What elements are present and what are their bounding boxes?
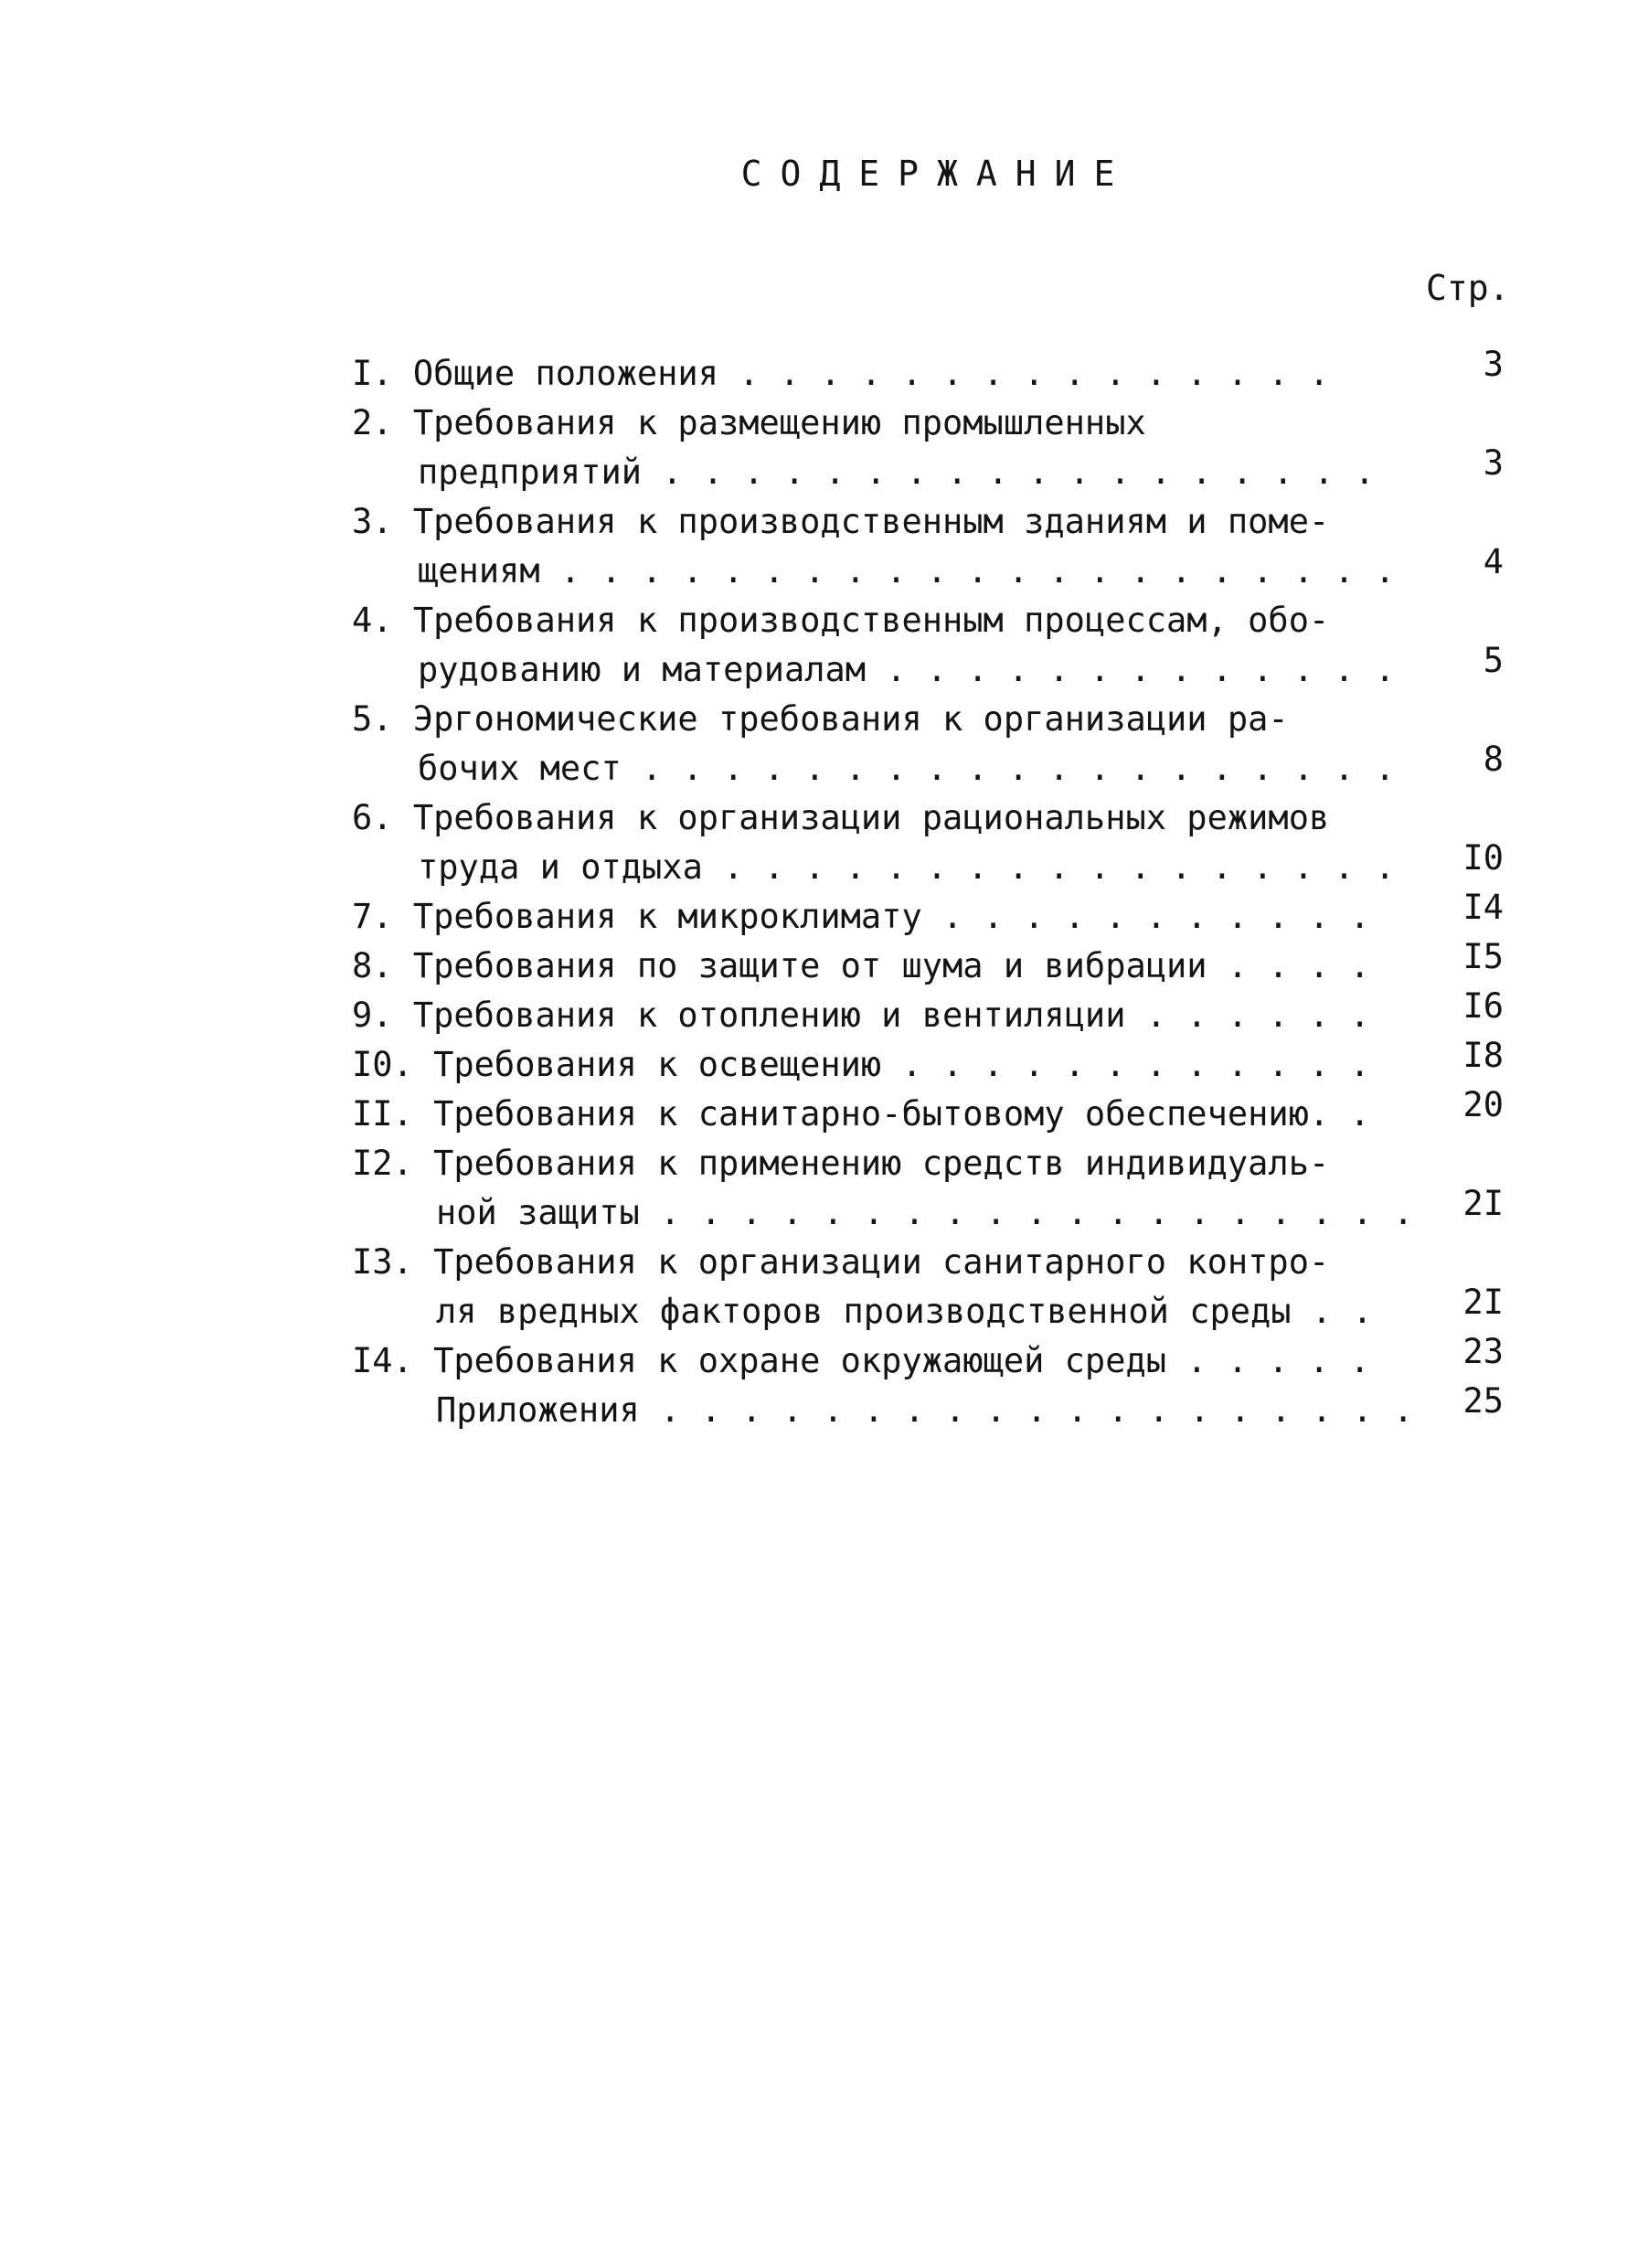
toc-entry-text: I0. Требования к освещению . . . . . . . . . . . . — [352, 1045, 1370, 1084]
toc-entry-text: I2. Требования к применению средств индивидуаль- — [352, 1144, 1330, 1183]
toc-entry — [352, 345, 1504, 399]
toc-entry-page: 3 — [1483, 345, 1504, 384]
toc-entry-page: I6 — [1462, 986, 1504, 1026]
toc-entry — [352, 497, 1504, 596]
toc-entry-page: I5 — [1462, 937, 1504, 976]
document-title: СОДЕРЖАНИЕ — [740, 154, 1133, 194]
toc-entry-page: I0 — [1462, 838, 1504, 878]
toc-entry-text: 4. Требования к производственным процессам, обо- — [352, 601, 1330, 640]
toc-entry — [352, 1139, 1504, 1238]
toc-entry-text: 7. Требования к микроклимату . . . . . . . . . . . — [352, 897, 1370, 936]
toc-entry — [352, 1332, 1504, 1386]
toc-entry-text-continued: рудованию и материалам . . . . . . . . . . . . . — [418, 650, 1396, 689]
toc-entry-text-continued: ля вредных факторов производственной среды . . — [436, 1292, 1373, 1331]
toc-entry-page: 2I — [1462, 1184, 1504, 1223]
toc-entry-page: 25 — [1462, 1381, 1504, 1421]
toc-entry-text: 6. Требования к организации рациональных режимов — [352, 798, 1330, 837]
page-column-label: Стр. — [1426, 268, 1510, 308]
toc-entry — [352, 937, 1504, 991]
toc-entry-text-continued: предприятий . . . . . . . . . . . . . . . . . . — [418, 453, 1375, 492]
toc-entry — [352, 1036, 1504, 1090]
toc-entry-page: 4 — [1483, 542, 1504, 581]
toc-entry-text: 9. Требования к отоплению и вентиляции . . . . . . — [352, 996, 1370, 1035]
toc-entry-text: 2. Требования к размещению промышленных — [352, 403, 1146, 442]
toc-entry-text-continued: ной защиты . . . . . . . . . . . . . . . . . . . — [436, 1193, 1414, 1232]
toc-entry-text: Приложения . . . . . . . . . . . . . . . . . . . — [436, 1390, 1414, 1430]
toc-entry — [352, 1381, 1504, 1435]
toc-entry-text: 8. Требования по защите от шума и вибрации . . . . — [352, 946, 1370, 985]
toc-entry-text-continued: бочих мест . . . . . . . . . . . . . . . . . . . — [418, 749, 1396, 788]
toc-entry-page: 3 — [1483, 443, 1504, 483]
toc-entry-text-continued: труда и отдыха . . . . . . . . . . . . . . . . . — [418, 847, 1396, 887]
toc-entry-page: 20 — [1462, 1085, 1504, 1124]
toc-entry-page: 8 — [1483, 740, 1504, 779]
table-of-contents — [352, 345, 1504, 1435]
toc-entry-text-continued: щениям . . . . . . . . . . . . . . . . . . . . . — [418, 551, 1396, 591]
toc-entry-page: 23 — [1462, 1332, 1504, 1371]
toc-entry-text: 5. Эргономические требования к организации ра- — [352, 699, 1289, 739]
toc-entry-page: I4 — [1462, 888, 1504, 927]
toc-entry — [352, 986, 1504, 1040]
toc-entry-text: I3. Требования к организации санитарного контро- — [352, 1242, 1330, 1282]
toc-entry-page: 5 — [1483, 641, 1504, 680]
toc-entry — [352, 596, 1504, 695]
toc-entry-page: I8 — [1462, 1036, 1504, 1075]
toc-entry — [352, 1085, 1504, 1139]
toc-entry — [352, 1238, 1504, 1336]
toc-entry — [352, 695, 1504, 793]
toc-entry-text: II. Требования к санитарно-бытовому обеспечению. . — [352, 1094, 1370, 1134]
toc-entry — [352, 888, 1504, 942]
toc-entry-text: I4. Требования к охране окружающей среды . . . . . — [352, 1341, 1370, 1380]
toc-entry-text: I. Общие положения . . . . . . . . . . . . . . . — [352, 354, 1330, 393]
toc-entry-page: 2I — [1462, 1283, 1504, 1322]
toc-entry — [352, 793, 1504, 892]
toc-entry — [352, 399, 1504, 497]
toc-entry-text: 3. Требования к производственным зданиям и поме- — [352, 502, 1330, 541]
